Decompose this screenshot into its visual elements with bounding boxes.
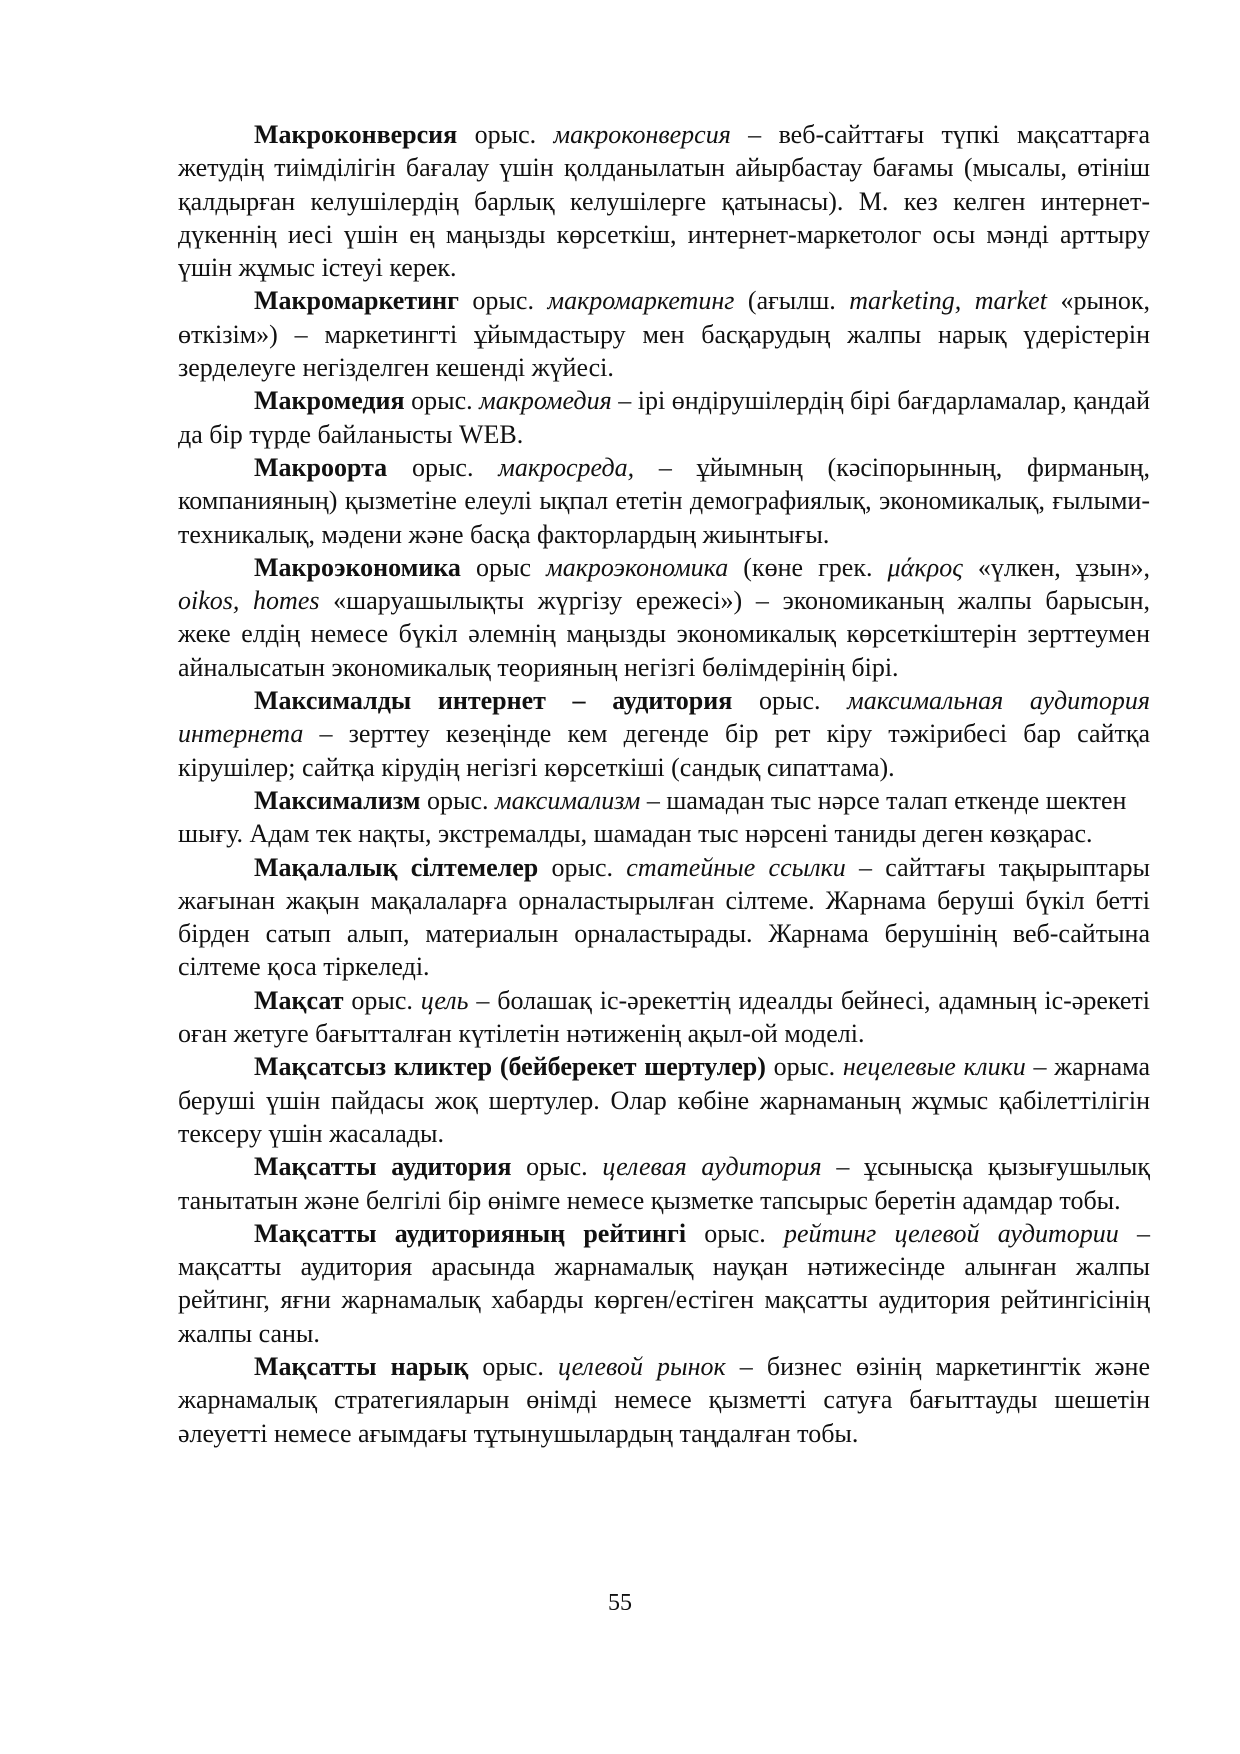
entry-greek-transliteration: oikos, homes (178, 586, 320, 616)
entry-text: орыс. (404, 386, 480, 416)
entry-term: Мақсатты нарық (254, 1351, 469, 1381)
entry-term: Макроорта (254, 452, 388, 482)
entry-definition: – сайттағы тақырыптары жағынан жақын мақалаларға орналастырылған сілтеме. Жарнама беруші бүкіл бетті бірден сатып алып, материалын орналастырады. Жарнама берушінің веб-сайтына сілтеме қоса тіркеледі. (178, 852, 1150, 982)
entry-text: «үлкен, ұзын», (962, 552, 1150, 582)
entry-text: орыс. (538, 852, 627, 882)
entry-term: Макроконверсия (254, 120, 458, 149)
entry-maqsatty-auditoriya (178, 1150, 1150, 1217)
entry-text: орыс. (387, 452, 499, 482)
page-number: 55 (608, 1590, 632, 1616)
entry-russian-equivalent: нецелевые клики (842, 1052, 1026, 1082)
entry-text: орыс. (343, 985, 421, 1015)
entry-maqsatty-auditoriyanyn-reitingi (178, 1217, 1150, 1350)
entry-makrokonversiya (178, 118, 1150, 284)
dictionary-page-body (178, 118, 1150, 1450)
entry-definition: – зерттеу кезеңінде кем дегенде бір рет кіру тәжірибесі бар сайтқа кірушілер; сайтқа кірудің негізгі көрсеткіші (сандық сипаттама). (178, 719, 1150, 782)
entry-text: орыс. (686, 1218, 784, 1248)
entry-russian-equivalent: статейные ссылки (626, 852, 846, 882)
entry-russian-equivalent: цель (420, 985, 469, 1015)
entry-maqsatsyz-klikter (178, 1050, 1150, 1150)
entry-definition: «рынок, өткізім») – маркетингті ұйымдастыру мен басқарудың жалпы нарық үдерістерін зерделеуге негізделген кешенді жүйесі. (178, 286, 1151, 383)
entry-russian-equivalent: макромаркетинг (547, 286, 735, 316)
entry-maksimalizm (178, 784, 1150, 851)
entry-term: Макромедия (254, 386, 405, 416)
entry-text: орыс (460, 552, 547, 582)
entry-makromediya (178, 384, 1150, 451)
entry-russian-equivalent: целевой рынок (557, 1351, 726, 1381)
entry-russian-equivalent: максимальная аудитория интернета (178, 686, 1151, 749)
entry-definition: – ірі өндірушілердің бірі бағдарламалар, қандай да бір түрде байланысты WEB. (178, 386, 1150, 449)
entry-term: Мақсатты аудиторияның рейтингі (254, 1218, 687, 1248)
entry-term: Максимализм (254, 785, 421, 815)
entry-makroekonomika (178, 551, 1150, 684)
entry-definition: – веб-сайттағы түпкі мақсаттарға жетудің тиімділігін бағалау үшін қолданылатын айырбастау бағамы (мысалы, өтініш қалдырған келушілердің барлық келушілерге қатынасы). М. кез келген интернет-дүкеннің иесі үшін ең маңызды көрсеткіш, интернет-маркетолог осы мәнді арттыру үшін жұмыс істеуі керек. (178, 120, 1150, 283)
entry-definition: – болашақ іс-әрекеттің идеалды бейнесі, адамның іс-әрекеті оған жетуге бағытталған күтілетін нәтиженің ақыл-ой моделі. (178, 985, 1150, 1049)
entry-definition: – мақсатты аудитория арасында жарнамалық науқан нәтижесінде алынған жалпы рейтинг, яғни жарнамалық хабарды көрген/естіген мақсатты аудитория рейтингісінің жалпы саны. (178, 1218, 1150, 1348)
entry-maqalalyq-siltemeler (178, 851, 1150, 984)
entry-greek-equivalent: μάκρος (887, 552, 963, 582)
entry-definition: – ұсынысқа қызығушылық танытатын және белгілі бір өнімге немесе қызметке тапсырыс беретін адамдар тобы. (178, 1152, 1150, 1215)
entry-english-equivalent: marketing, market (849, 286, 1047, 316)
entry-term: Мақсатты аудитория (254, 1152, 512, 1182)
entry-text: орыс. (457, 120, 554, 149)
entry-russian-equivalent: макроконверсия (553, 120, 731, 149)
entry-definition: – бизнес өзінің маркетингтік және жарнамалық стратегияларын өнімді немесе қызметті сатуға бағыттауды шешетін әлеуетті немесе ағымдағы тұтынушылардың таңдалған тобы. (178, 1351, 1150, 1448)
entry-maqsatty-naryq (178, 1350, 1150, 1450)
entry-russian-equivalent: максимализм (495, 785, 641, 815)
entry-text: орыс. (420, 785, 496, 815)
entry-russian-equivalent: макромедия (479, 386, 612, 416)
entry-russian-equivalent: макроэкономика (546, 552, 729, 582)
entry-text: орыс. (511, 1152, 603, 1182)
entry-term: Мақсатсыз кликтер (бейберекет шертулер) (254, 1052, 766, 1082)
entry-term: Мақсат (254, 985, 344, 1015)
entry-maksimaldy-internet-auditoriya (178, 684, 1150, 784)
entry-text: орыс. (458, 286, 548, 316)
entry-russian-equivalent: целевая аудитория (602, 1152, 822, 1182)
entry-text: орыс. (765, 1052, 843, 1082)
entry-russian-equivalent: макросреда, (498, 452, 635, 482)
entry-makroorta (178, 451, 1150, 551)
entry-text: орыс. (732, 686, 848, 716)
entry-definition: «шаруашылықты жүргізу ережесі») – экономиканың жалпы барысын, жеке елдің немесе бүкіл әлемнің маңызды экономикалық көрсеткіштерін зерттеумен айналысатын экономикалық теорияның негізгі бөлімдерінің бірі. (178, 586, 1150, 682)
entry-makromarketing (178, 284, 1150, 384)
entry-term: Макроэкономика (254, 552, 461, 582)
entry-term: Максималды интернет – аудитория (254, 686, 733, 716)
entry-russian-equivalent: рейтинг целевой аудитории (783, 1218, 1119, 1248)
entry-definition: – жарнама беруші үшін пайдасы жоқ шертулер. Олар көбіне жарнаманың жұмыс қабілеттілігін тексеру үшін жасалады. (178, 1052, 1150, 1148)
entry-definition: – шамадан тыс нәрсе талап еткенде шектен шығу. Адам тек нақты, экстремалды, шамадан тыс нәрсені таниды деген көзқарас. (178, 785, 1127, 849)
entry-definition: – ұйымның (кәсіпорынның, фирманың, компанияның) қызметіне елеулі ықпал ететін демографиялық, экономикалық, ғылыми-техникалық, мәдени және басқа факторлардың жиынтығы. (178, 452, 1150, 549)
entry-text: (көне грек. (728, 552, 888, 582)
entry-text: (ағылш. (734, 286, 850, 316)
entry-text: орыс. (468, 1351, 558, 1381)
entry-term: Макромаркетинг (254, 286, 459, 316)
entry-maqsat (178, 984, 1150, 1051)
entry-term: Мақалалық сілтемелер (254, 852, 539, 882)
